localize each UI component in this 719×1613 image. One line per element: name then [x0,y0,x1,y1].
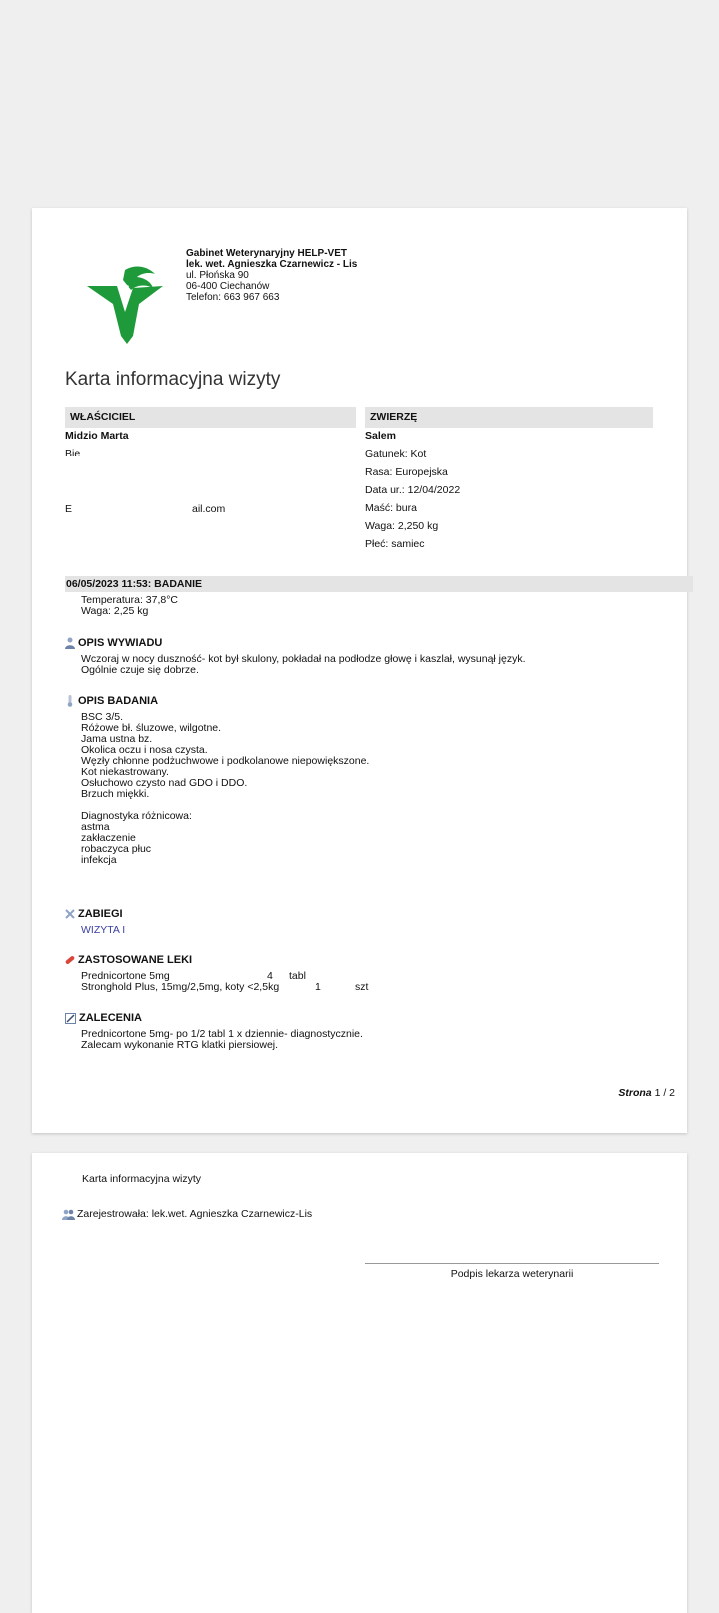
diff-line: robaczyca płuc [81,843,152,855]
page-number-value: 1 / 2 [654,1087,675,1099]
clinic-name: Gabinet Weterynaryjny HELP-VET [186,248,347,259]
animal-weight: Waga: 2,250 kg [365,520,439,532]
visit-vitals [81,595,178,617]
animal-birth-date: Data ur.: 12/04/2022 [365,484,461,496]
document-page-2 [32,1153,687,1613]
tools-icon [65,909,75,919]
registered-by [62,1209,312,1220]
registered-by-text: Zarejestrowała: lek.wet. Agnieszka Czarnewicz-Lis [77,1208,313,1220]
exam-section-title [65,695,158,707]
owner-name: Midzio Marta [65,430,129,442]
exam-text [81,712,369,866]
exam-line: Osłuchowo czysto nad GDO i DDO. [81,777,248,789]
drugs-list [81,971,641,995]
signature-label: Podpis lekarza weterynarii [450,1268,574,1280]
thermometer-icon [65,695,75,707]
drug-qty: 4 [267,970,273,982]
owner-info [65,427,355,456]
clinic-info [186,248,357,303]
exam-line: BSC 3/5. [81,711,124,723]
signature-line [365,1263,659,1264]
exam-title: OPIS BADANIA [78,695,159,707]
procedure-item[interactable]: WIZYTA I [81,924,126,936]
edit-note-icon [65,1013,76,1024]
history-text [81,654,526,676]
owner-address-fragment: Bie [65,448,81,456]
animal-header: ZWIERZĘ [365,407,653,428]
diff-line: astma [81,821,110,833]
diff-line: zakłaczenie [81,832,136,844]
recommendation-line: Prednicortone 5mg- po 1/2 tabl 1 x dziennie- diagnostycznie. [81,1028,363,1040]
visit-temperature: Temperatura: 37,8°C [81,594,178,606]
clinic-phone: Telefon: 663 967 663 [186,292,280,303]
procedures-title: ZABIEGI [78,908,123,920]
exam-line: Kot niekastrowany. [81,766,169,778]
history-section-title [65,637,162,649]
clinic-doctor: lek. wet. Agnieszka Czarnewicz - Lis [186,259,358,270]
person-icon [65,637,75,649]
animal-sex: Płeć: samiec [365,538,425,550]
history-line: Ogólnie czuje się dobrze. [81,664,199,676]
exam-line: Węzły chłonne podżuchwowe i podkolanowe niepowiększone. [81,755,370,767]
owner-header: WŁAŚCICIEL [65,407,356,428]
procedures-section-title [65,908,123,920]
document-page-1 [32,208,687,1133]
animal-info [365,427,655,553]
drug-unit: szt [355,981,369,993]
diff-line: Diagnostyka różnicowa: [81,810,192,822]
drugs-title: ZASTOSOWANE LEKI [78,954,193,966]
recommendations-section-title [65,1012,142,1024]
page2-title: Karta informacyjna wizyty [82,1173,202,1185]
recommendations-title: ZALECENIA [79,1012,142,1024]
exam-line: Brzuch miękki. [81,788,150,800]
pill-icon [65,955,75,965]
drugs-section-title [65,954,192,966]
animal-breed: Rasa: Europejska [365,466,448,478]
animal-color: Maść: bura [365,502,417,514]
exam-line: Jama ustna bz. [81,733,153,745]
owner-email-fragment: ail.com [192,503,226,515]
exam-line: Okolica oczu i nosa czysta. [81,744,208,756]
visit-header: 06/05/2023 11:53: BADANIE [65,576,693,592]
users-icon [62,1209,75,1220]
clinic-street: ul. Płońska 90 [186,270,249,281]
exam-line: Różowe bł. śluzowe, wilgotne. [81,722,222,734]
drug-name: Stronghold Plus, 15mg/2,5mg, koty <2,5kg [81,981,280,993]
drug-unit: tabl [289,970,306,982]
owner-email-prefix: E [65,503,73,515]
page-number [575,1088,675,1099]
clinic-city: 06-400 Ciechanów [186,281,270,292]
drug-name: Prednicortone 5mg [81,970,170,982]
history-title: OPIS WYWIADU [78,637,163,649]
clinic-logo-icon [87,264,165,346]
recommendation-line: Zalecam wykonanie RTG klatki piersiowej. [81,1039,279,1051]
page-number-label: Strona [618,1087,652,1099]
drug-qty: 1 [315,981,321,993]
recommendations-text [81,1029,363,1051]
history-line: Wczoraj w nocy duszność- kot był skulony, pokładał na podłodze głowę i kaszlał, wysunął język. [81,653,526,665]
visit-weight: Waga: 2,25 kg [81,605,149,617]
animal-name: Salem [365,430,396,442]
diff-line: infekcja [81,854,117,866]
animal-species: Gatunek: Kot [365,448,427,460]
document-title: Karta informacyjna wizyty [65,369,281,390]
